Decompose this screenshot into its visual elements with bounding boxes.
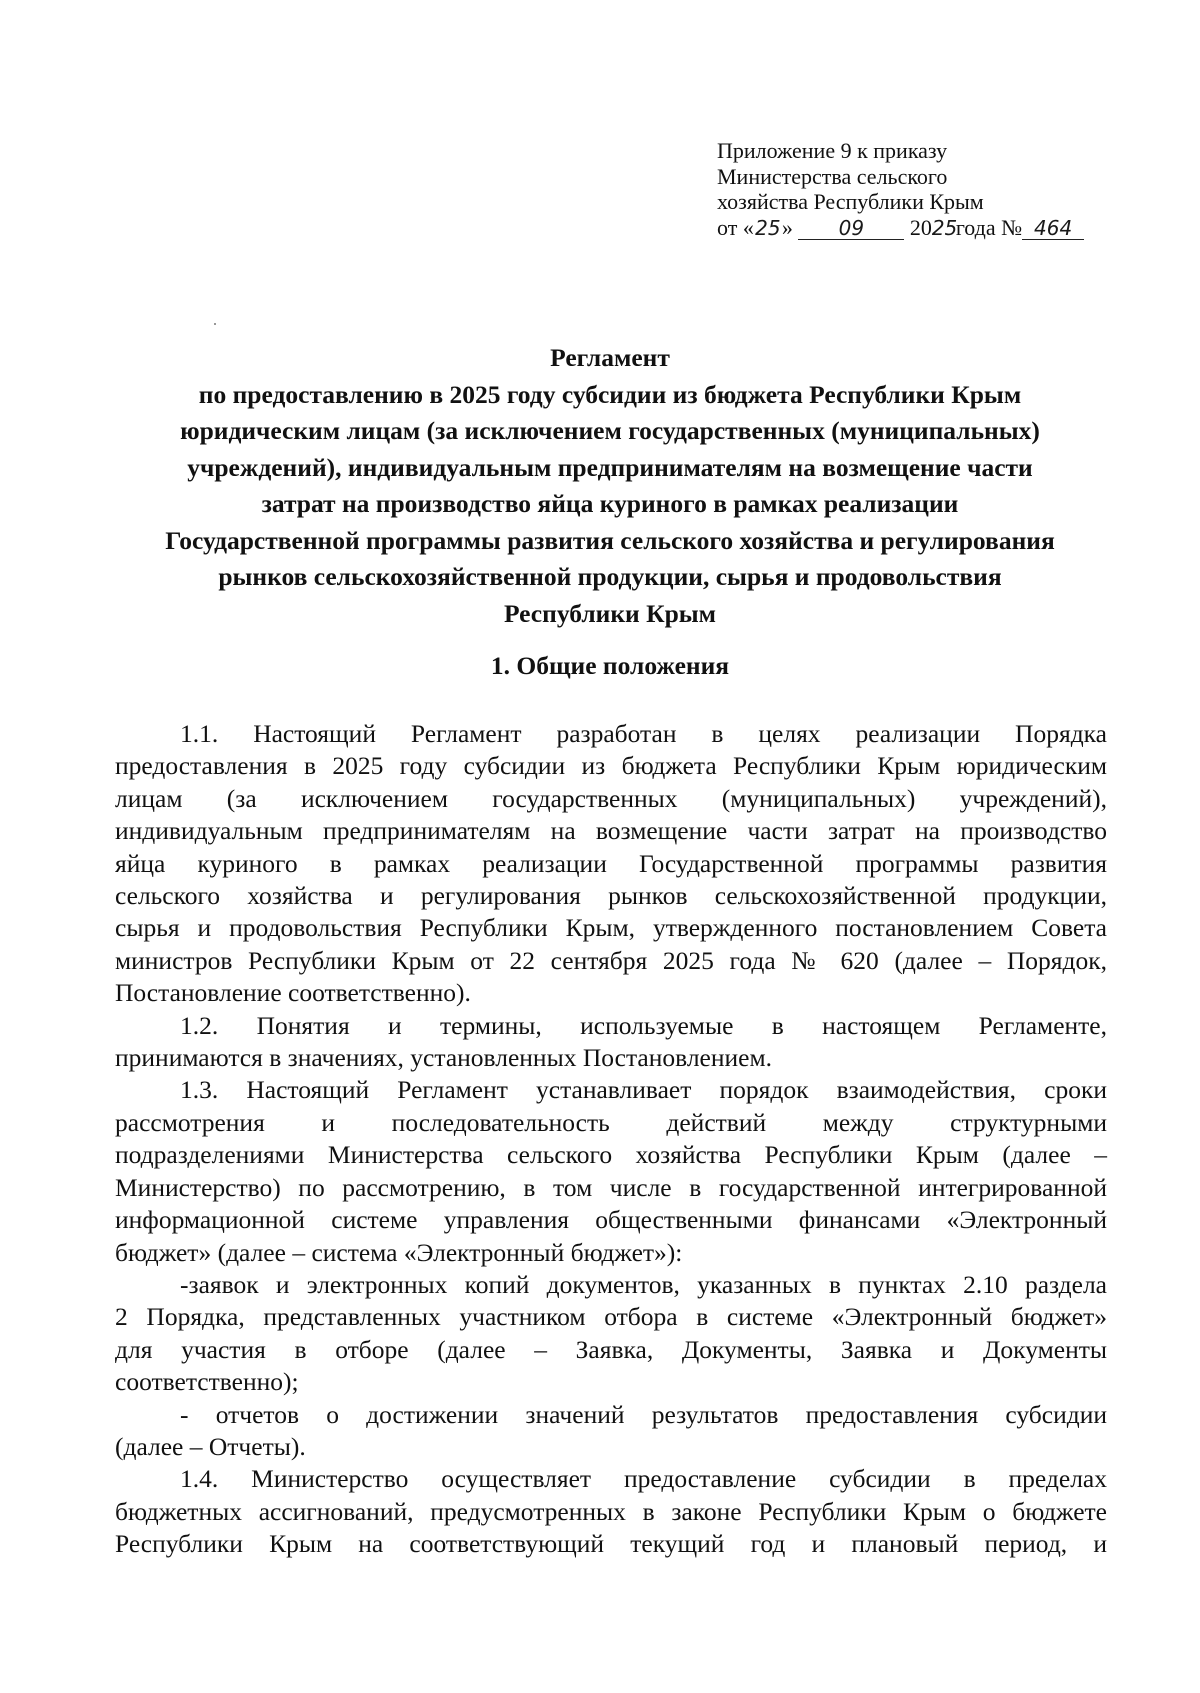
text-line: подразделениями Министерства сельского хозяйства Республики Крым (далее –: [115, 1140, 1107, 1170]
text-line: - отчетов о достижении значений результатов предоставления субсидии: [180, 1399, 1107, 1429]
date-month-field: [798, 217, 904, 240]
number-prefix: года №: [955, 214, 1023, 240]
text-line: для участия в отборе (далее – Заявка, Документы, Заявка и Документы: [115, 1334, 1107, 1364]
section-heading: 1. Общие положения: [490, 651, 730, 680]
appendix-line-3: хозяйства Республики Крым: [717, 189, 984, 214]
text-line: яйца куриного в рамках реализации Государственной программы развития: [115, 848, 1107, 878]
number-handwritten: 464: [1034, 215, 1073, 240]
text-line: Министерство) по рассмотрению, в том числе в государственной интегрированной: [115, 1172, 1107, 1202]
number-field: [1022, 217, 1084, 240]
text-line: 2 Порядка, представленных участником отбора в системе «Электронный бюджет»: [115, 1302, 1107, 1332]
document-body: [115, 718, 1107, 1561]
title-line: юридическим лицам (за исключением государственных (муниципальных): [180, 416, 1040, 445]
title-line: Республики Крым: [503, 598, 717, 628]
text-line: Постановление соответственно).: [115, 978, 471, 1008]
title-line: учреждений), индивидуальным предпринимателям на возмещение части: [187, 452, 1033, 482]
appendix-date-line: [717, 215, 1137, 242]
text-line: бюджетных ассигнований, предусмотренных в законе Республики Крым о бюджете: [115, 1496, 1107, 1526]
appendix-block: [717, 138, 1137, 241]
text-line: сырья и продовольствия Республики Крым, утвержденного постановлением Совета: [115, 913, 1107, 943]
appendix-line-1: Приложение 9 к приказу: [717, 138, 948, 163]
text-line: принимаются в значениях, установленных Постановлением.: [115, 1043, 772, 1073]
paragraph-1-1: [115, 718, 1107, 1010]
text-line: индивидуальным предпринимателям на возмещение части затрат на производство: [115, 816, 1107, 846]
text-line: -заявок и электронных копий документов, указанных в пунктах 2.10 раздела: [180, 1269, 1107, 1299]
text-line: 1.1. Настоящий Регламент разработан в целях реализации Порядка: [180, 719, 1107, 748]
title-line: Регламент: [550, 343, 670, 372]
paragraph-1-2: [115, 1010, 1107, 1075]
text-line: сельского хозяйства и регулирования рынков сельскохозяйственной продукции,: [115, 881, 1107, 911]
text-line: 1.2. Понятия и термины, используемые в настоящем Регламенте,: [180, 1010, 1107, 1040]
title-line: рынков сельскохозяйственной продукции, сырья и продовольствия: [218, 562, 1002, 591]
text-line: 1.3. Настоящий Регламент устанавливает порядок взаимодействия, сроки: [180, 1075, 1107, 1105]
text-line: 1.4. Министерство осуществляет предоставление субсидии в пределах: [180, 1464, 1107, 1494]
appendix-line-2: Министерства сельского: [717, 163, 948, 189]
text-line: соответственно);: [115, 1367, 299, 1397]
date-prefix: от «: [717, 214, 754, 240]
year-prefix: 20: [909, 214, 932, 240]
date-mid: »: [781, 214, 793, 240]
list-item-reports: [115, 1399, 1107, 1464]
date-day-handwritten: 25: [755, 215, 781, 240]
date-month-handwritten: 09: [838, 215, 865, 240]
text-line: Республики Крым на соответствующий текущий год и плановый период, и: [115, 1529, 1107, 1559]
text-line: предоставления в 2025 году субсидии из бюджета Республики Крым юридическим: [115, 751, 1107, 781]
text-line: информационной системе управления общественными финансами «Электронный: [115, 1205, 1107, 1235]
text-line: (далее – Отчеты).: [115, 1431, 306, 1461]
text-line: бюджет» (далее – система «Электронный бюджет»):: [115, 1237, 683, 1267]
title-line: затрат на производство яйца куриного в рамках реализации: [261, 489, 959, 518]
paragraph-1-3: [115, 1074, 1107, 1268]
document-title: [110, 340, 1110, 632]
text-line: рассмотрения и последовательность действий между структурными: [115, 1107, 1107, 1137]
paragraph-1-4: [115, 1463, 1107, 1560]
year-suffix-handwritten: 25: [931, 215, 958, 240]
text-line: лицам (за исключением государственных (муниципальных) учреждений),: [115, 783, 1107, 813]
title-line: по предоставлению в 2025 году субсидии из бюджета Республики Крым: [198, 379, 1022, 409]
list-item-applications: [115, 1269, 1107, 1399]
scan-speck: [214, 323, 216, 325]
title-line: Государственной программы развития сельского хозяйства и регулирования: [165, 525, 1055, 555]
text-line: министров Республики Крым от 22 сентября 2025 года № 620 (далее – Порядок,: [115, 945, 1107, 975]
